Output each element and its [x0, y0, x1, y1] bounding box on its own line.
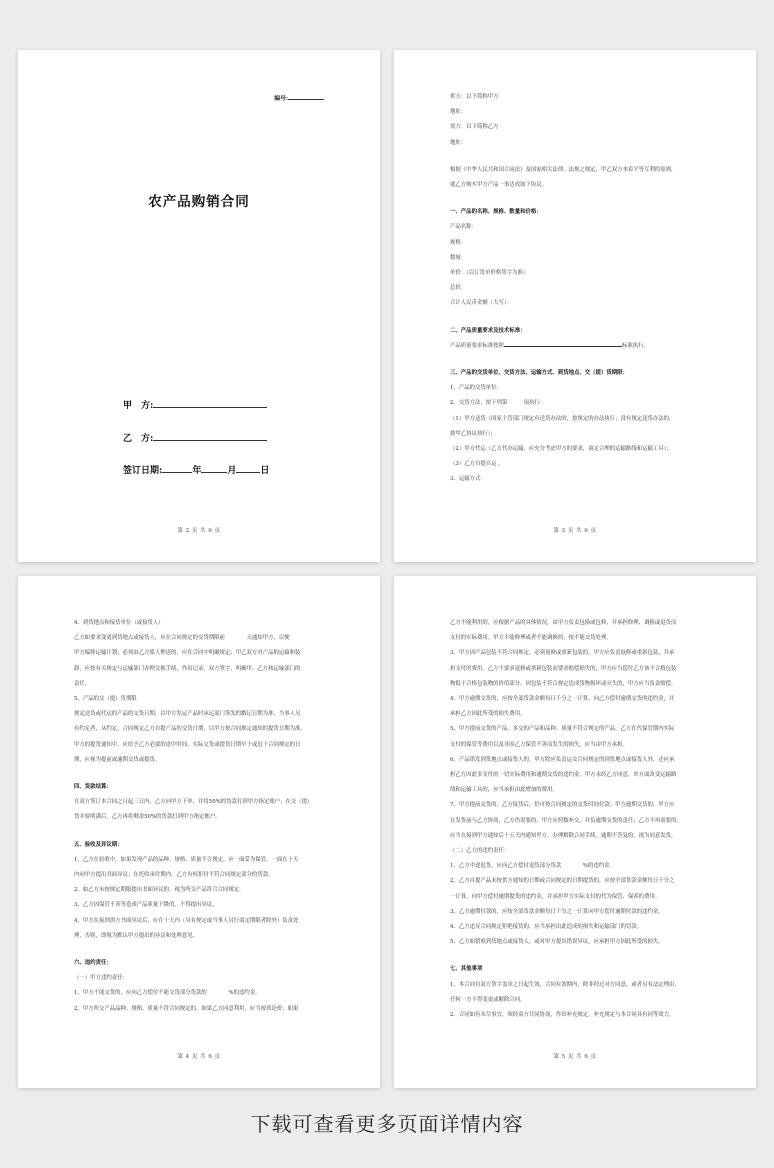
body-line: 根据《中华人民共和国合同法》及国家相关法律、法规之规定，甲乙双方本着平等互利的原则，	[450, 166, 677, 173]
body-line: 地址：	[450, 139, 467, 146]
body-line: 1、乙方在验收中，如果发现产品的品种、规格、质量不合规定，应一面妥为保管，一面在十天	[74, 856, 299, 863]
body-line: 5、甲方提前交货的产品、多交的产品和品种、质量不符合规定的产品，乙方在代保管期内实际	[450, 726, 675, 733]
body-line: 4、乙方违反合同规定拒绝接货的，应当承担由此造成的损失和运输部门的罚款。	[450, 924, 643, 931]
body-line: 3、乙方逾期付款的，应按全部货款金额每日千分之一计算向甲方偿付逾期付款的违约金。	[450, 908, 664, 915]
body-line: 1、甲方不能交货的，应向乙方偿付不能交货部分货款的 %的违约金。	[74, 990, 261, 997]
month-label: 月	[227, 466, 237, 476]
body-line: 2、乙方自提产品未按供方通知的日期或合同规定的日期提货的，应按全部货款金额每日千分之	[450, 878, 675, 885]
page-3-body	[450, 90, 712, 488]
body-line: 规定送货或代运的产品的交货日期，以甲方发运产品时承运部门签发的戳记日期为准，当事人另	[74, 711, 301, 718]
body-line: 承担乙方因此所受的损失费用。	[450, 711, 526, 718]
body-line: 乙方不能利用的，应根据产品的具体情况，由甲方负责包换或包修，并承担修理、调换或退货而	[450, 620, 677, 626]
body-line: 供方：以下简称甲方	[450, 94, 499, 100]
page-5	[394, 576, 756, 1088]
party-b-blank	[153, 431, 267, 441]
page-5-body	[450, 616, 712, 1023]
paragraph-gap	[450, 950, 712, 962]
party-a-line	[123, 398, 267, 411]
serial-number-field	[274, 92, 324, 102]
party-b-line	[123, 431, 267, 444]
paragraph-gap	[74, 768, 336, 780]
body-line: 支付的实际费用。甲方不能修理或者不能调换的，按不能交货处理。	[450, 635, 612, 642]
body-line: 5、乙方如错填到货地点或接货人，或对甲方提出错误异议，应承担甲方因此所受的损失。	[450, 939, 664, 946]
body-line: （二）乙方的违约责任：	[450, 848, 510, 855]
body-line: 内向甲方提出书面异议；在托收承付期内，乙方有权拒付不符合同规定部分的货款。	[74, 872, 274, 879]
page-footer: 第 4 页 共 6 页	[177, 1054, 221, 1060]
section-heading: 六、违约责任：	[74, 960, 112, 967]
page-4-body	[74, 616, 336, 1017]
body-line: 在双方签订本合同之日起三日内，乙方向甲方下单，并将50%的货款打到甲方指定账户；在交（提）	[74, 799, 313, 806]
body-line: 5、产品的交（提）货期限	[74, 696, 137, 703]
body-line: 按甲乙协议执行）；	[450, 430, 496, 437]
body-line: 3、甲方因产品包装不符合同规定，必须返修或重新包装的，甲方应负责返修或重新包装，并承	[450, 650, 675, 657]
body-line: 2、交货方法，按下列第 项执行：	[450, 400, 546, 407]
party-b-label: 乙 方:	[123, 434, 154, 444]
section-heading: 四、货款结算：	[74, 784, 112, 791]
serial-blank	[288, 92, 324, 100]
body-line: 物低于合格包装物的价值部分。因包装不符合规定造成货物损坏或灭失的，甲方应当负责赔偿。	[450, 680, 677, 687]
body-line: 应当在接到甲方通知后十五天内通知甲方，办理解除合同手续，逾期不答复的，视为同意发货。	[450, 832, 677, 839]
body-line: 6、产品错发到货地点或接货人的，甲方除应负责运交合同规定的到货地点或接货人外，还应承	[450, 756, 675, 763]
body-line: 2、如乙方未按规定期限提出书面异议的，视为所交产品符合合同规定。	[74, 887, 245, 894]
body-line: 产品质量要求标准按照 标准执行。	[450, 339, 712, 354]
standard-blank	[504, 340, 622, 347]
paragraph-gap	[450, 354, 712, 366]
year-blank	[162, 463, 192, 473]
day-label: 日	[260, 466, 270, 476]
body-line: 3、乙方因保管不善等造成产品质量下降的，不得提出异议。	[74, 902, 218, 909]
paragraph-gap	[450, 193, 712, 205]
body-line: （1）甲方送货（国家主管部门规定有送货办法的，按规定的办法执行；没有规定送货办法的，	[450, 415, 675, 422]
section-heading: 二、产品质量要求及技术标准：	[450, 327, 526, 334]
page-3	[394, 50, 756, 562]
paragraph-gap	[74, 944, 336, 956]
body-line: 在发货前与乙方协商，乙方仍需要的，甲方应照数补交，并负逾期交货的责任；乙方不再需要的，	[450, 817, 682, 824]
body-line: 合计人民币金额（大写）：	[450, 300, 512, 307]
sign-date-line	[123, 463, 269, 476]
sign-date-label: 签订日期:	[123, 466, 163, 476]
body-line: （一）甲方违约责任：	[74, 975, 128, 982]
serial-label: 编号:	[274, 96, 288, 102]
standard-suffix: 标准执行。	[621, 342, 649, 349]
page-footer: 第 3 页 共 6 页	[553, 528, 597, 534]
body-line: 期，应视为提前或逾期交货或提货。	[74, 756, 161, 763]
body-line: 1、本合同自双方签字盖章之日起生效，合同有效期内，除非经过对方同意，或者另有法定理由，	[450, 981, 680, 988]
body-line: 乙方如要求变更到货地点或接货人，应在合同规定的交货期限前 天通知甲方，以便	[74, 635, 290, 642]
body-line: 支付的保管等费用以及非因乙方保管不善而发生的损失，应当由甲方承担。	[450, 741, 628, 748]
body-line: 任何一方不得变更或解除合同。	[450, 996, 526, 1003]
body-line: 担支付的费用。乙方不要求返修或重新包装而要求赔偿损失的，甲方应当偿付乙方该不合格包装	[450, 665, 677, 672]
body-line: 2、甲方所交产品品种、规格、质量不符合同规定的，如果乙方同意利用，应当按质论价；如果	[74, 1005, 299, 1012]
month-blank	[201, 463, 227, 473]
body-line: 一计算，向甲方偿付逾期提货的违约金，并承担甲方实际支付的代为保管、保养的费用。	[450, 893, 661, 900]
paragraph-gap	[74, 826, 336, 838]
body-line: 甲方编排运输计划；必须由乙方派人押送的，应在合同中明确规定；甲乙双方对产品的运输和装	[74, 650, 301, 657]
year-label: 年	[192, 466, 202, 476]
body-line: 线和运输工具的，应当承担由此增加的费用。	[450, 787, 558, 794]
body-line: 担乙方因此多支付的一切实际费用和逾期交货的违约金。甲方未经乙方同意，单方面改变运输路	[450, 772, 677, 779]
party-a-blank	[153, 398, 267, 408]
section-heading: 五、验收及异议期：	[74, 841, 123, 848]
body-line: 需方：以下简称乙方	[450, 124, 499, 131]
paragraph-gap	[450, 312, 712, 324]
body-line: 7、甲方提前交货的，乙方接货后，仍可按合同规定的交货时间付款；甲方逾期交货的，甲方应	[450, 802, 675, 809]
section-heading: 七、其他事项	[450, 966, 483, 973]
body-line: 4、到货地点和接货单位（或接货人）	[74, 620, 164, 626]
page-footer: 第 5 页 共 6 页	[553, 1054, 597, 1060]
page-2-cover	[18, 50, 380, 562]
contract-title: 农产品购销合同	[148, 194, 250, 210]
body-line: 4、甲方逾期交货的，应按全部货款金额每日千分之一计算，向乙方偿付逾期交货的违约金，并	[450, 696, 675, 703]
body-line: 有约定者，从约定；合同规定乙方自提产品的交货日期，以甲方按合同规定通知的提货日期为准。	[74, 726, 306, 733]
body-line: 总价：	[450, 285, 467, 292]
page-footer: 第 2 页 共 6 页	[177, 528, 221, 534]
body-line: 甲方的提货通知中，应给予乙方必要的途中时间，实际交货或提货日期早于或迟于合同规定的日	[74, 741, 301, 748]
download-caption: 下载可查看更多页面详情内容	[250, 1112, 524, 1136]
body-line: 货并验明满后，乙方再将剩余50%的货款打到甲方指定账户。	[74, 814, 221, 821]
party-a-label: 甲 方:	[123, 401, 154, 411]
page-4	[18, 576, 380, 1088]
body-line: 4、甲方在接到需方书面异议后，应在十天内（另有规定或当事人另行商定期限者除外）负责处	[74, 917, 299, 924]
body-line: 就乙方购买甲方产品一事达成如下协议。	[450, 182, 548, 189]
body-line: 产品名称：	[450, 224, 477, 231]
body-line: 1、产品的交货单位：	[450, 385, 502, 392]
body-line: 单价：（以订货单价格签字为准）	[450, 270, 529, 277]
body-line: 卸，应按有关规定与运输部门办理交换手续，作出记录，双方签字，明确甲、乙方和运输部门的	[74, 665, 301, 672]
body-line: （2）甲方代运（乙方代办运输，应充分考虑甲方的要求，商定合理的运输路线和运输工具）；	[450, 446, 672, 453]
body-line: 理，否则，即视为默认甲方提出的异议和处理意见。	[74, 932, 198, 939]
body-line: 责任。	[74, 680, 91, 687]
body-line: 地址：	[450, 109, 467, 116]
section-heading: 三、产品的交货单位、交货方法、运输方式、到货地点、交（提）货期限：	[450, 370, 628, 377]
body-line: 3、运输方式：	[450, 476, 486, 483]
body-line: 数量：	[450, 254, 467, 261]
day-blank	[236, 463, 260, 473]
body-line: 规格：	[450, 239, 467, 246]
paragraph-gap	[450, 151, 712, 163]
body-line: （3）乙方自提自运 。	[450, 461, 504, 468]
body-line: 1、乙方中途退货，应向乙方偿付退货部分货款 %的违约金。	[450, 863, 615, 870]
body-line: 2、合同如有未尽事宜，须经双方共同协商，作出补充规定，补充规定与本合同具有同等效力。	[450, 1012, 675, 1019]
section-heading: 一、产品的名称、规格、数量和价格：	[450, 209, 542, 216]
